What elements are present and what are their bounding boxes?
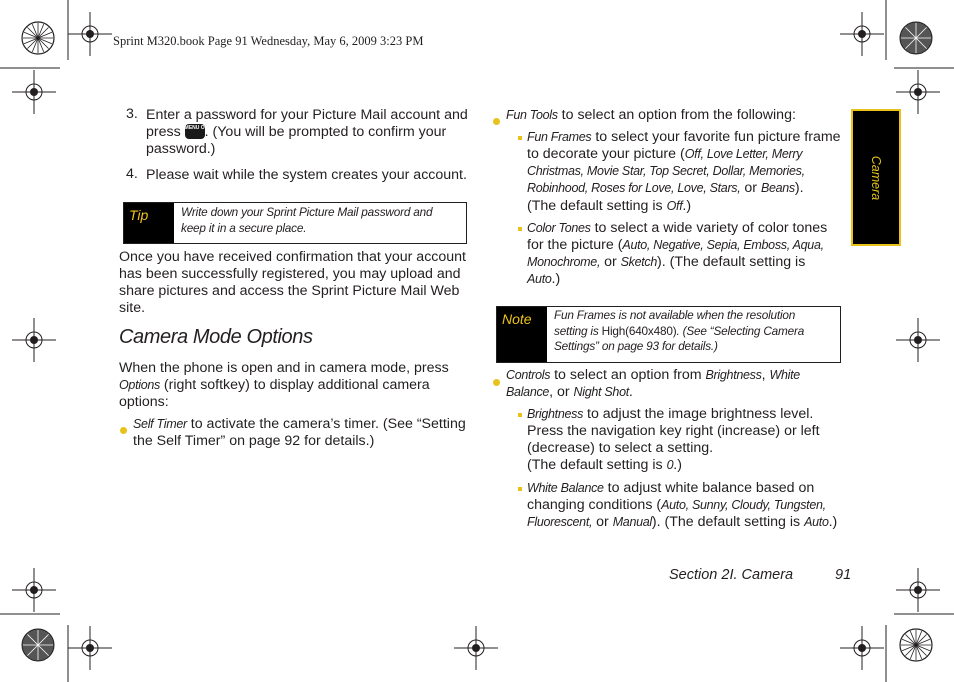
white-balance-manual: Manual: [612, 515, 652, 529]
white-balance-opts1: Auto, Sunny, Cloudy, Tungsten,: [661, 498, 826, 512]
white-balance-term: White Balance: [527, 481, 604, 495]
footer-section: Section 2I. Camera: [669, 567, 794, 583]
color-tones-line4: [527, 271, 827, 288]
color-tones-sketch: Sketch: [620, 255, 658, 269]
para-line1: Once you have received confirmation that your account: [119, 249, 466, 265]
controls-line2: [506, 384, 800, 401]
fun-frames-or: or: [740, 180, 761, 196]
section-tab-label: Camera: [869, 155, 883, 200]
bullet-dot-icon: [120, 421, 127, 439]
brightness-line2: Press the navigation key right (increase) or left: [527, 423, 820, 439]
note-line2: [554, 324, 804, 340]
fun-frames-beans: Beans: [760, 181, 795, 195]
intro-line2-rest: (right softkey) to display additional camera: [159, 377, 430, 393]
white-balance-or: or: [592, 514, 613, 530]
fun-frames-opts1: Off, Love Letter, Merry: [684, 147, 803, 161]
bullet-dot-icon: [493, 373, 500, 391]
bullet-square-icon: [518, 408, 526, 426]
fun-frames-default-end: .): [682, 198, 692, 214]
step-4-number: 4.: [126, 166, 138, 182]
para-line2: has been successfully registered, you may upload and: [119, 266, 461, 282]
brightness-default-val: 0: [666, 458, 674, 472]
fun-frames-term: Fun Frames: [527, 130, 592, 144]
fun-frames-default: (The default setting is: [527, 198, 667, 214]
note-line2b: . (See “Selecting Camera: [676, 323, 805, 338]
fun-frames-line1-rest: to select your favorite fun picture frame: [591, 129, 841, 145]
note-line3: Settings” on page 93 for details.): [554, 339, 718, 353]
note-line2a: setting is: [554, 323, 602, 338]
self-timer-rest: to activate the camera’s timer. (See “Setting: [186, 416, 466, 432]
tip-line2: keep it in a secure place.: [181, 220, 307, 235]
tip-label: Tip: [124, 203, 174, 243]
section-tab: [851, 109, 901, 246]
controls-comma: ,: [761, 367, 770, 383]
fun-tools-term: Fun Tools: [506, 108, 558, 122]
tip-text: [181, 205, 432, 236]
white-balance-line1-rest: to adjust white balance based on: [603, 480, 815, 496]
fun-frames-default-val: Off: [666, 199, 683, 213]
self-timer-term: Self Timer: [133, 417, 187, 431]
fun-frames-item: [527, 129, 841, 215]
self-timer-item: [133, 416, 466, 450]
intro-line2: [119, 377, 449, 394]
section-heading: Camera Mode Options: [119, 326, 313, 348]
brightness-default-end: .): [673, 457, 682, 473]
fun-frames-line2a: to decorate your picture (: [527, 146, 685, 162]
controls-white: White: [769, 368, 800, 382]
bullet-dot-icon: [493, 112, 500, 130]
color-tones-line1-rest: to select a wide variety of color tones: [590, 220, 828, 236]
controls-or: , or: [549, 384, 574, 400]
intro-paragraph: [119, 360, 449, 411]
step-4-text: Please wait while the system creates your account.: [146, 167, 467, 183]
step-3-line3: password.): [146, 141, 216, 157]
step-3-press: press: [146, 124, 181, 140]
para-line3: share pictures and access the Sprint Picture Mail Web: [119, 283, 460, 299]
controls-term: Controls: [506, 368, 551, 382]
brightness-line3: (decrease) to select a setting.: [527, 440, 714, 456]
white-balance-line2: [527, 497, 837, 514]
fun-frames-line1: [527, 129, 841, 146]
brightness-line4: [527, 457, 820, 474]
note-box: [496, 306, 841, 363]
color-tones-line3: [527, 254, 827, 271]
fun-frames-line3: Christmas, Movie Star, Top Secret, Dollar, Memories,: [527, 164, 805, 178]
brightness-item: [527, 406, 820, 474]
brightness-term: Brightness: [527, 407, 584, 421]
note-label: Note: [497, 307, 547, 362]
menu-ok-key-icon: MENU OK: [185, 124, 205, 139]
white-balance-mid: ). (The default setting is: [651, 514, 805, 530]
controls-end: .: [628, 384, 633, 400]
controls-night-shot: Night Shot: [573, 385, 629, 399]
note-resolution: High(640x480): [601, 323, 677, 338]
controls-item: [506, 367, 800, 401]
color-tones-item: [527, 220, 827, 288]
step-3-number: 3.: [126, 106, 138, 122]
tip-box: [123, 202, 467, 244]
intro-line3: options:: [119, 394, 169, 410]
controls-balance: Balance: [506, 385, 550, 399]
brightness-default: (The default setting is: [527, 457, 667, 473]
intro-line1: When the phone is open and in camera mode, press: [119, 360, 449, 376]
controls-line1: [506, 367, 800, 384]
white-balance-opts2: Fluorescent,: [527, 515, 593, 529]
white-balance-line3: [527, 514, 837, 531]
fun-frames-line4: [527, 180, 841, 197]
color-tones-default-val: Auto: [527, 272, 552, 286]
white-balance-line2a: changing conditions (: [527, 497, 662, 513]
color-tones-line2: [527, 237, 827, 254]
note-text: [554, 308, 804, 355]
step-3-text: [146, 107, 468, 158]
white-balance-item: [527, 480, 837, 531]
color-tones-term: Color Tones: [527, 221, 591, 235]
brightness-line1: [527, 406, 820, 423]
self-timer-line1: [133, 416, 466, 433]
white-balance-line1: [527, 480, 837, 497]
step-3-line1: Enter a password for your Picture Mail account and: [146, 107, 468, 123]
self-timer-line2: the Self Timer” on page 92 for details.): [133, 433, 375, 449]
page-number: 91: [835, 567, 852, 583]
bullet-square-icon: [518, 222, 526, 240]
brightness-line1-rest: to adjust the image brightness level.: [583, 406, 814, 422]
color-tones-default-end: .): [551, 271, 561, 287]
color-tones-line2a: for the picture (: [527, 237, 623, 253]
step-3-line2: [146, 124, 468, 141]
fun-frames-line5: [527, 198, 841, 215]
note-line1: Fun Frames is not available when the resolution: [554, 308, 796, 322]
bullet-square-icon: [518, 131, 526, 149]
fun-tools-item: [506, 107, 796, 124]
fun-frames-line2: [527, 146, 841, 163]
color-tones-opts1: Auto, Negative, Sepia, Emboss, Aqua,: [622, 238, 824, 252]
tip-line1: Write down your Sprint Picture Mail password and: [181, 205, 433, 219]
para-line4: site.: [119, 300, 146, 316]
white-balance-end: .): [828, 514, 838, 530]
color-tones-opts2: Monochrome,: [527, 255, 601, 269]
step-3-line2b: . (You will be prompted to confirm your: [204, 124, 447, 140]
print-header: Sprint M320.book Page 91 Wednesday, May 6, 2009 3:23 PM: [113, 34, 424, 48]
color-tones-line3-end: ). (The default setting is: [657, 254, 806, 270]
options-softkey: Options: [119, 378, 160, 392]
fun-tools-rest: to select an option from the following:: [557, 107, 796, 123]
controls-brightness: Brightness: [705, 368, 762, 382]
fun-frames-end: ).: [794, 180, 804, 196]
bullet-square-icon: [518, 482, 526, 500]
fun-frames-opts3: Robinhood, Roses for Love, Love, Stars,: [527, 181, 741, 195]
controls-rest: to select an option from: [550, 367, 706, 383]
color-tones-or: or: [600, 254, 621, 270]
white-balance-default-val: Auto: [804, 515, 829, 529]
color-tones-line1: [527, 220, 827, 237]
confirmation-paragraph: [119, 249, 466, 317]
